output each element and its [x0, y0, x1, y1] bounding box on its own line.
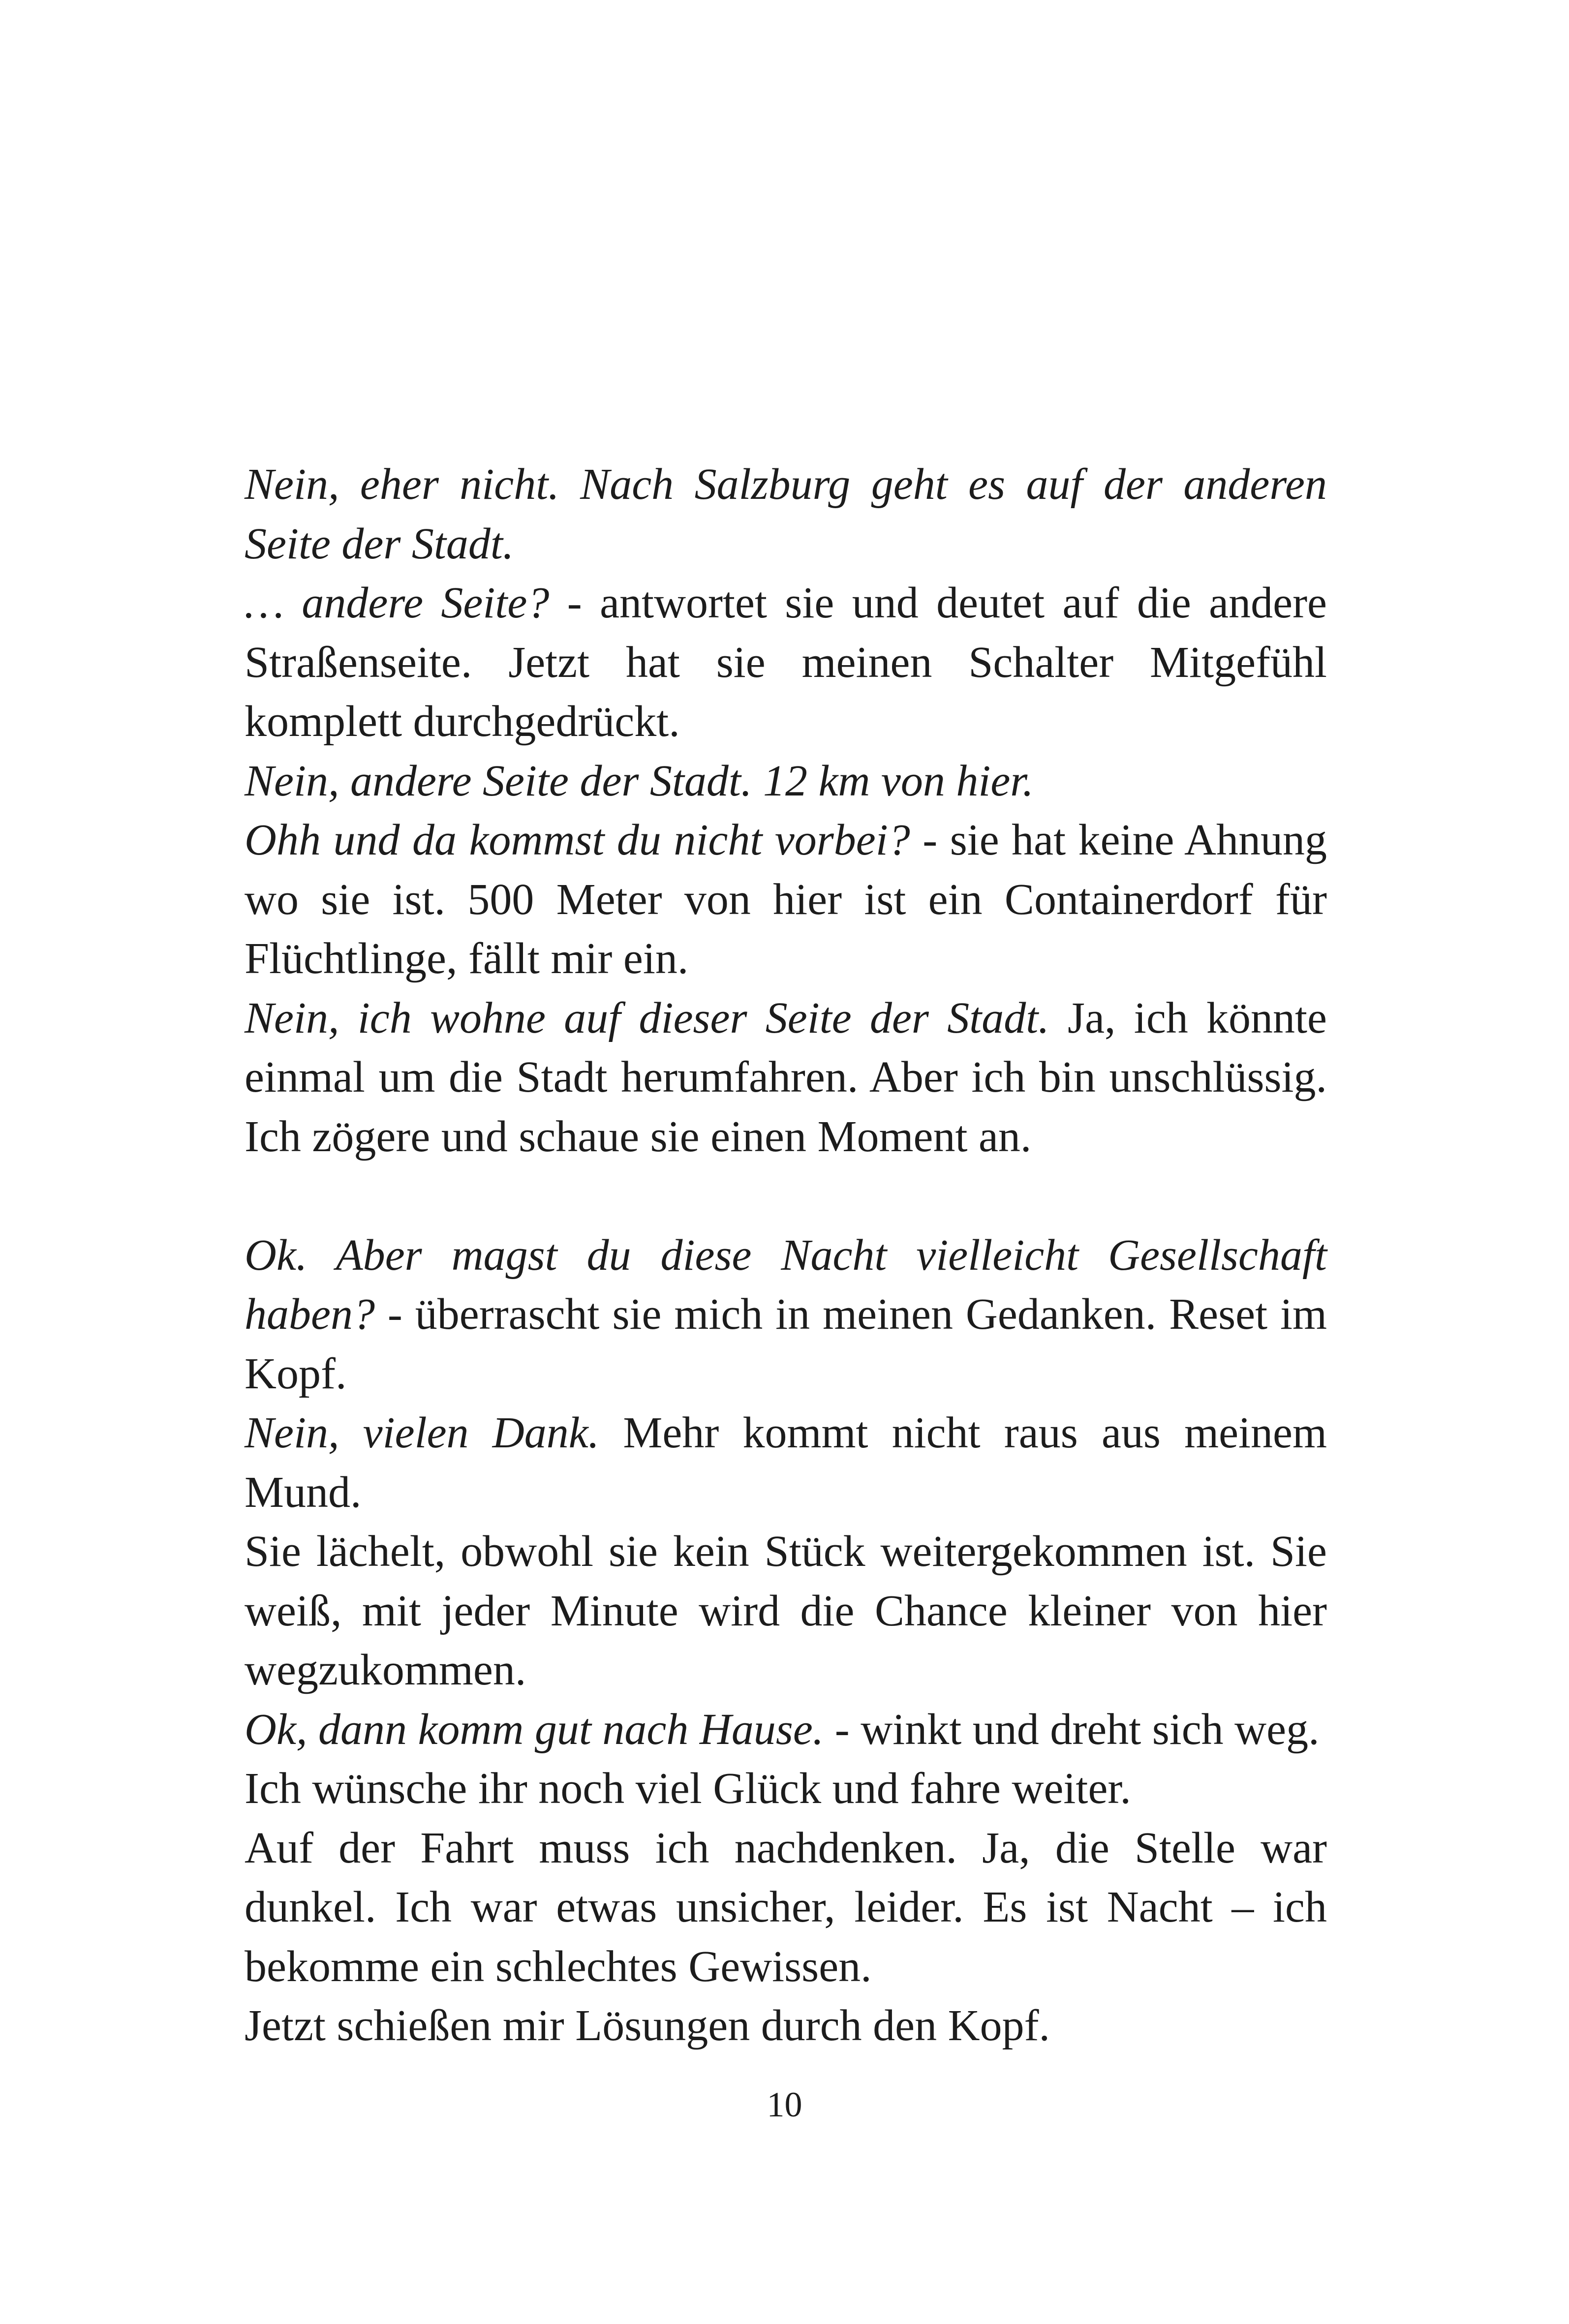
dialogue-text: … andere Seite? [245, 579, 550, 627]
narration-text: - sie hat keine Ahnung wo sie ist. 500 Meter von hier ist ein Containerdorf für Flüchtlinge, fällt mir ein. [245, 816, 1327, 983]
narration-text: Ja, ich könnte einmal um die Stadt herumfahren. Aber ich bin unschlüssig. Ich zögere und schaue sie einen Moment an. [245, 993, 1327, 1161]
narration-text: Auf der Fahrt muss ich nachdenken. Ja, die Stelle war dunkel. Ich war etwas unsicher, leider. Es ist Nacht – ich bekomme ein schlechtes Gewissen. [245, 1823, 1327, 1991]
narration-text: - winkt und dreht sich weg. [824, 1705, 1320, 1754]
narration-text: - antwortet sie und deutet auf die andere Straßenseite. Jetzt hat sie meinen Schalter Mitgefühl komplett durchgedrückt. [245, 579, 1327, 746]
paragraph [245, 1996, 1327, 2056]
dialogue-text: Nein, andere Seite der Stadt. 12 km von hier. [245, 756, 1034, 805]
page-number: 10 [767, 2085, 802, 2124]
body-text [245, 455, 1327, 2056]
paragraph [245, 811, 1327, 989]
paragraph [245, 989, 1327, 1167]
paragraph [245, 1522, 1327, 1700]
paragraph [245, 455, 1327, 574]
dialogue-text: Nein, vielen Dank. [245, 1408, 600, 1457]
dialogue-text: Ohh und da kommst du nicht vorbei? [245, 816, 910, 864]
paragraph [245, 1700, 1327, 1760]
paragraph [245, 1759, 1327, 1819]
paragraph [245, 752, 1327, 811]
dialogue-text: Ok. Aber magst du diese Nacht vielleicht Gesellschaft haben? [245, 1230, 1327, 1339]
paragraph [245, 1819, 1327, 1997]
dialogue-text: Ok, dann komm gut nach Hause. [245, 1705, 824, 1754]
narration-text: Ich wünsche ihr noch viel Glück und fahre weiter. [245, 1764, 1131, 1813]
paragraph [245, 574, 1327, 752]
narration-text: Mehr kommt nicht raus aus meinem Mund. [245, 1408, 1327, 1517]
paragraph [245, 1404, 1327, 1522]
dialogue-text: Nein, ich wohne auf dieser Seite der Stadt. [245, 993, 1049, 1042]
dialogue-text: Nein, eher nicht. Nach Salzburg geht es auf der anderen Seite der Stadt. [245, 460, 1327, 568]
paragraph [245, 1226, 1327, 1404]
narration-text: - überrascht sie mich in meinen Gedanken. Reset im Kopf. [245, 1290, 1327, 1398]
narration-text: Sie lächelt, obwohl sie kein Stück weitergekommen ist. Sie weiß, mit jeder Minute wird die Chance kleiner von hier wegzukommen. [245, 1527, 1327, 1694]
narration-text: Jetzt schießen mir Lösungen durch den Kopf. [245, 2001, 1050, 2050]
